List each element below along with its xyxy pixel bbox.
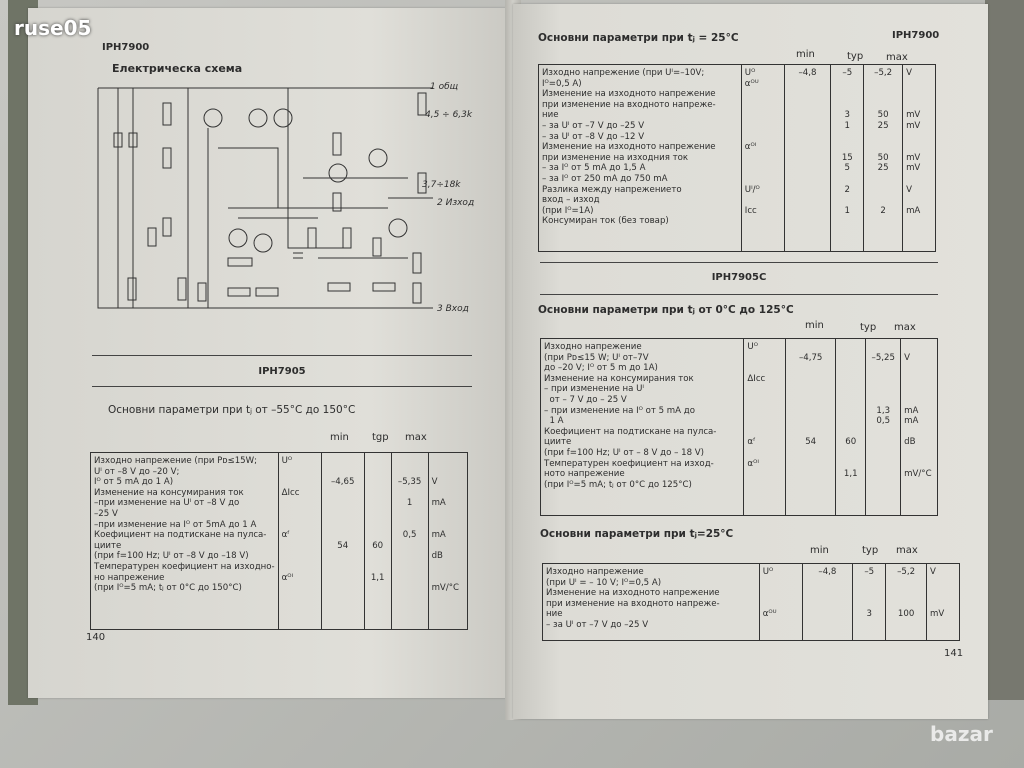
right-box-bottom-rule <box>540 294 938 295</box>
table-min-cell: –4,75 54 <box>786 339 836 516</box>
table-max-cell: –5,35 1 0,5 <box>391 453 428 630</box>
table-typ-cell: 60 1,1 <box>836 339 866 516</box>
table-unit-cell: V mV <box>927 564 960 641</box>
table-unit-cell: V mV mV mV mV V mA <box>903 65 936 252</box>
right-section-title-1: Основни параметри при tⱼ = 25°C <box>538 32 739 44</box>
left-col-min: min <box>330 432 349 443</box>
left-page-header: IPH7900 <box>102 42 150 53</box>
schematic-title: Електрическа схема <box>112 62 243 75</box>
table-typ-cell: –5 3 <box>853 564 886 641</box>
table-typ-cell: 60 1,1 <box>364 453 391 630</box>
table-max-cell: –5,2 100 <box>886 564 927 641</box>
left-section-title: Основни параметри при tⱼ от –55°C до 150°C <box>108 404 356 416</box>
right-col1-typ: typ <box>847 51 864 62</box>
left-page-number: 140 <box>86 632 106 643</box>
left-col-typ: tgp <box>372 432 389 443</box>
schematic-label-out: 2 Изход <box>437 198 475 208</box>
table-symbol-cell: Uᴼ ΔIᴄᴄ αᶠ αᴼᴵ <box>744 339 786 516</box>
table-symbol-cell: Uᴼ αᴼᵁ <box>759 564 802 641</box>
schematic-label-common: 1 общ <box>430 82 459 92</box>
left-box-title: IPH7905 <box>258 366 306 377</box>
right-parameter-table-3 <box>542 563 960 641</box>
book-cover-right <box>985 0 1024 700</box>
table-desc-cell: Изходно напрежение (при Uᴵ = – 10 V; Iᴼ=0,5 A) Изменение на изходното напрежение при изменение на входното напреже- ние – за Uᴵ от –7 V до –25 V <box>546 567 720 630</box>
table-typ-cell: –5 3 1 15 5 2 1 <box>831 65 864 252</box>
table-unit-cell: V mA mA dB mV/°C <box>428 453 467 630</box>
right-col2-typ: typ <box>860 322 877 333</box>
table-min-cell: –4,8 <box>784 65 831 252</box>
right-col2-max: max <box>894 322 916 333</box>
left-box-top-rule <box>92 355 472 356</box>
schematic-label-in: 3 Вход <box>437 304 469 314</box>
right-col1-max: max <box>886 52 908 63</box>
right-box-title: IPH7905C <box>711 272 767 283</box>
brand-logo: bazar <box>930 722 993 746</box>
right-section-title-3: Основни параметри при tⱼ=25°C <box>540 528 734 540</box>
left-col-max: max <box>405 432 427 443</box>
table-min-cell: –4,65 54 <box>321 453 364 630</box>
left-parameter-table <box>90 452 468 630</box>
right-page-number: 141 <box>944 648 964 659</box>
right-col3-min: min <box>810 545 829 556</box>
schematic-label-pot: 3,7÷18k <box>422 180 461 190</box>
table-symbol-cell: Uᴼ αᴼᵁ αᴼᴵ Uᴵ/ᴼ Iᴄᴄ <box>741 65 784 252</box>
right-section-title-2: Основни параметри при tⱼ от 0°C до 125°C <box>538 304 794 316</box>
circuit-schematic <box>88 78 468 323</box>
table-unit-cell: V mA mA dB mV/°C <box>901 339 938 516</box>
right-col1-min: min <box>796 49 815 60</box>
table-max-cell: –5,2 50 25 50 25 2 <box>864 65 903 252</box>
table-desc-cell: Изходно напрежение (при Uᴵ=–10V; Iᴼ=0,5 A) Изменение на изходното напрежение при изменение на входното напреже- ние – за Uᴵ от –7 V до –25 V – за Uᴵ от –8 V до –12 V Изменение на изходното напрежение при изменение на изходния ток – за Iᴼ от 5 mA до 1,5 A – за Iᴼ от 250 mA до 750 mA Разлика между напрежението вход – изход (при Iᴼ=1A) Консумиран ток (без товар) <box>542 68 716 227</box>
right-col3-typ: typ <box>862 545 879 556</box>
table-min-cell: –4,8 <box>802 564 853 641</box>
right-parameter-table-1 <box>538 64 936 252</box>
watermark-text: ruse05 <box>14 16 92 40</box>
right-page-header: IPH7900 <box>892 30 940 41</box>
table-symbol-cell: Uᴼ ΔIᴄᴄ αᶠ αᴼᴵ <box>278 453 321 630</box>
right-box-top-rule <box>540 262 938 263</box>
right-parameter-table-2 <box>540 338 938 516</box>
left-box-bottom-rule <box>92 386 472 387</box>
right-col2-min: min <box>805 320 824 331</box>
table-max-cell: –5,25 1,3 0,5 <box>866 339 901 516</box>
table-desc-cell: Изходно напрежение (при Pᴅ≤15 W; Uᴵ от–7V до –20 V; Iᴼ от 5 m до 1A) Изменение на консумирания ток – при изменение на Uᴵ от – 7 V до – 25 V – при изменение на Iᴼ от 5 mA до 1 A Коефициент на подтискане на пулса- циите (при f=100 Hz; Uᴵ от – 8 V до – 18 V) Температурен коефициент на изход- ното напрежение (при Iᴼ=5 mA; tⱼ от 0°C до 125°C) <box>544 342 717 490</box>
table-desc-cell: Изходно напрежение (при Pᴅ≤15W; Uᴵ от –8 V до –20 V; Iᴼ от 5 mA до 1 A) Изменение на консумирания ток –при изменение на Uᴵ от –8 V до –25 V –при изменение на Iᴼ от 5mA до 1 A Коефициент на подтискане на пулса- циите (при f=100 Hz; Uᴵ от –8 V до –18 V) Температурен коефициент на изходно- но напрежение (при Iᴼ=5 mA; tⱼ от 0°C до 150°C) <box>94 456 275 594</box>
schematic-label-range: 4,5 ÷ 6,3k <box>425 110 473 120</box>
right-col3-max: max <box>896 545 918 556</box>
